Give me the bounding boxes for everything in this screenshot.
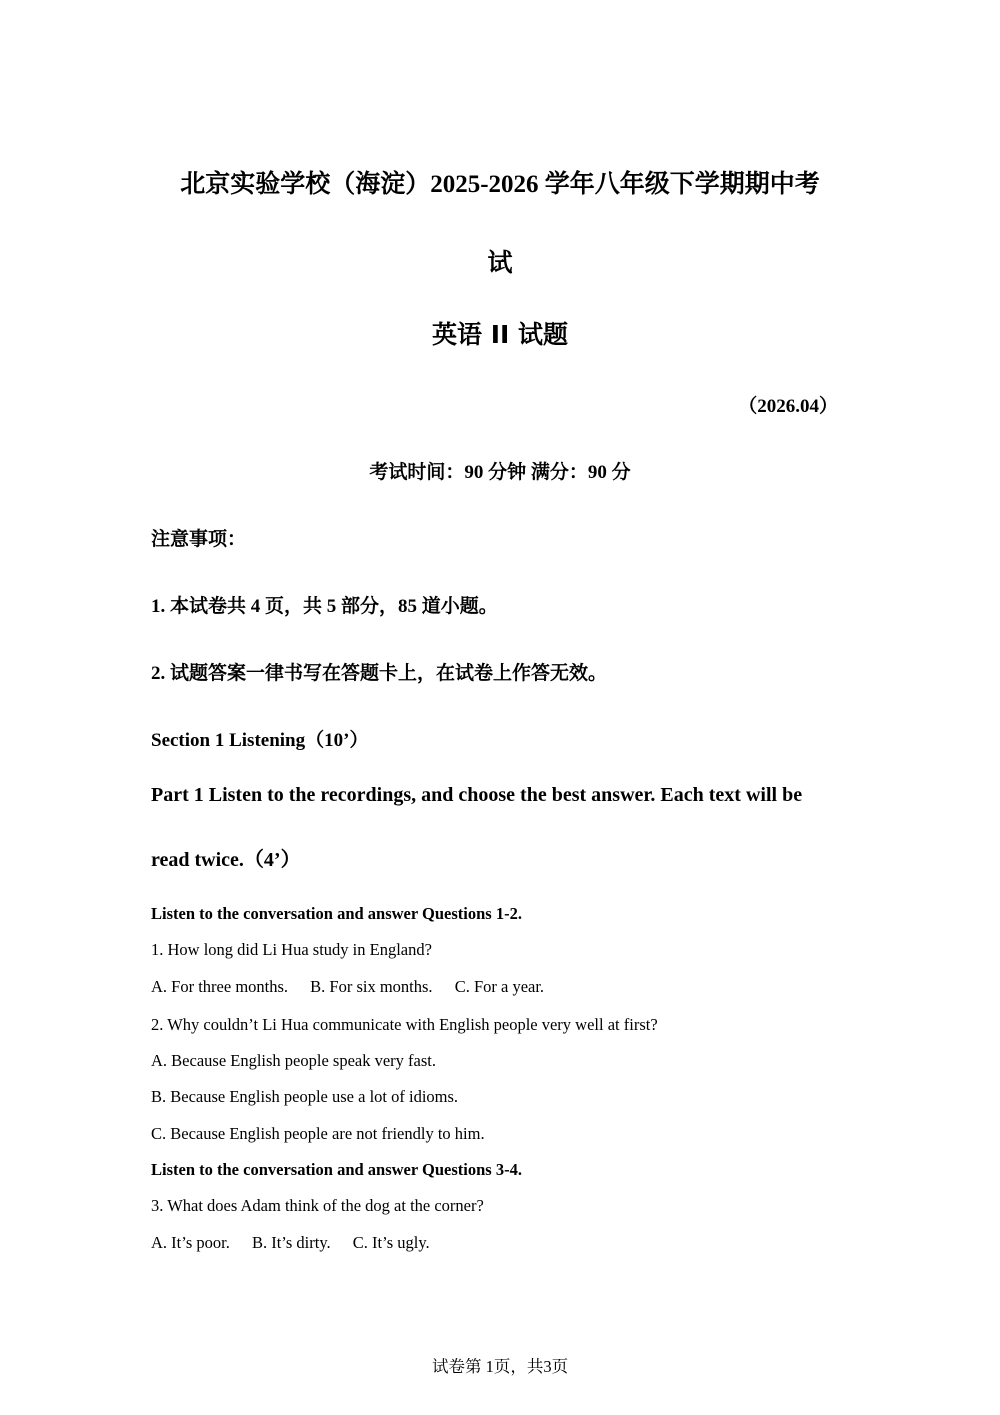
group1-instruction: Listen to the conversation and answer Questions 1-2.: [151, 904, 522, 923]
page-title-line1: 北京实验学校（海淀）2025-2026 学年八年级下学期期中考: [180, 171, 820, 198]
group2-instruction: Listen to the conversation and answer Questions 3-4.: [151, 1160, 522, 1179]
question-1: 1. How long did Li Hua study in England?: [151, 940, 432, 959]
q2-option-c: C. Because English people are not friendly to him.: [151, 1124, 485, 1143]
q1-option-b: B. For six months.: [310, 977, 433, 996]
question-3: 3. What does Adam think of the dog at the corner?: [151, 1196, 484, 1215]
note-item-1: 1. 本试卷共 4 页，共 5 部分，85 道小题。: [151, 596, 498, 617]
page-footer: 试卷第 1页，共3页: [431, 1357, 569, 1376]
part1-instruction-line1: Part 1 Listen to the recordings, and choose the best answer. Each text will be: [151, 784, 803, 806]
question-2: 2. Why couldn’t Li Hua communicate with English people very well at first?: [151, 1015, 658, 1034]
subject-title: 英语 II 试题: [431, 320, 568, 349]
note-item-2: 2. 试题答案一律书写在答题卡上，在试卷上作答无效。: [151, 663, 608, 684]
exam-date: （2026.04）: [738, 396, 838, 417]
q3-option-a: A. It’s poor.: [151, 1233, 230, 1252]
q1-option-a: A. For three months.: [151, 977, 289, 996]
exam-info: 考试时间：90 分钟 满分：90 分: [369, 462, 631, 483]
notes-heading: 注意事项：: [151, 529, 247, 550]
q1-option-c: C. For a year.: [454, 977, 545, 996]
section1-heading: Section 1 Listening（10’）: [151, 730, 369, 751]
page-title-line2: 试: [487, 250, 513, 277]
question-3-options: [151, 1232, 851, 1254]
q3-option-c: C. It’s ugly.: [352, 1233, 430, 1252]
q2-option-a: A. Because English people speak very fast.: [151, 1051, 436, 1070]
q3-option-b: B. It’s dirty.: [251, 1233, 331, 1252]
question-1-options: [151, 976, 851, 998]
q2-option-b: B. Because English people use a lot of idioms.: [151, 1087, 459, 1106]
part1-instruction-line2: read twice.（4’）: [151, 849, 301, 871]
